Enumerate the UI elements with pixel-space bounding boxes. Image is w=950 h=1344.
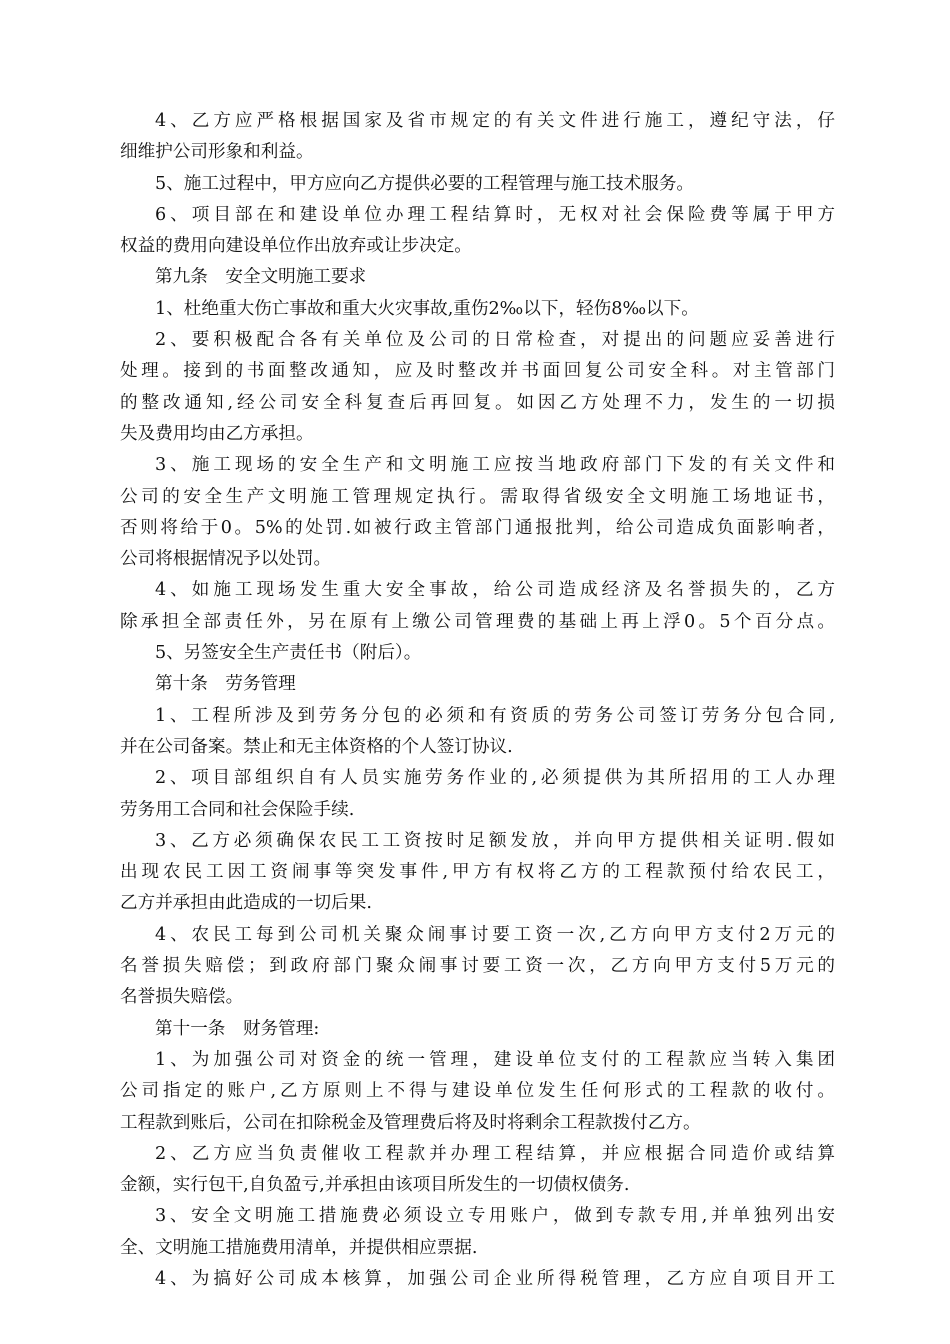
text-line: 劳务用工合同和社会保险手续. [120,799,355,820]
text-line: 处理。接到的书面整改通知，应及时整改并书面回复公司安全科。对主管部门 [120,361,835,382]
text-line: 5、施工过程中，甲方应向乙方提供必要的工程管理与施工技术服务。 [155,173,695,194]
text-line: 3、安全文明施工措施费必须设立专用账户，做到专款专用,并单独列出安 [155,1206,835,1227]
text-line: 细维护公司形象和利益。 [120,142,314,163]
text-line: 4、农民工每到公司机关聚众闹事讨要工资一次,乙方向甲方支付2万元的 [155,924,835,945]
text-line: 公司将根据情况予以处罚。 [120,549,332,570]
text-line: 否则将给于0。5%的处罚.如被行政主管部门通报批判，给公司造成负面影响者， [120,517,835,538]
text-line: 金额，实行包干,自负盈亏,并承担由该项目所发生的一切债权债务. [120,1175,630,1196]
document-body [120,106,835,1295]
text-line: 2、乙方应当负责催收工程款并办理工程结算，并应根据合同造价或结算 [155,1143,835,1164]
text-line: 并在公司备案。禁止和无主体资格的个人签订协议. [120,736,513,757]
text-line: 的整改通知,经公司安全科复查后再回复。如因乙方处理不力，发生的一切损 [120,392,835,413]
text-line: 工程款到账后，公司在扣除税金及管理费后将及时将剩余工程款拨付乙方。 [120,1112,701,1133]
text-line: 1、杜绝重大伤亡事故和重大火灾事故,重伤2‰以下，轻伤8‰以下。 [155,298,699,319]
text-line: 公司的安全生产文明施工管理规定执行。需取得省级安全文明施工场地证书， [120,486,835,507]
text-line: 权益的费用向建设单位作出放弃或让步决定。 [120,236,472,257]
text-line: 第九条 安全文明施工要求 [155,267,367,288]
text-line: 6、项目部在和建设单位办理工程结算时，无权对社会保险费等属于甲方 [155,204,835,225]
text-line: 出现农民工因工资闹事等突发事件,甲方有权将乙方的工程款预付给农民工， [120,862,835,883]
text-line: 失及费用均由乙方承担。 [120,423,314,444]
text-line: 公司指定的账户,乙方原则上不得与建设单位发生任何形式的工程款的收付。 [120,1081,835,1102]
text-line: 除承担全部责任外，另在原有上缴公司管理费的基础上再上浮0。5个百分点。 [120,611,835,632]
text-line: 4、为搞好公司成本核算，加强公司企业所得税管理，乙方应自项目开工 [155,1268,835,1289]
text-line: 全、文明施工措施费用清单，并提供相应票据. [120,1237,478,1258]
text-line: 第十条 劳务管理 [155,674,296,695]
text-line: 3、乙方必须确保农民工工资按时足额发放，并向甲方提供相关证明.假如 [155,830,835,851]
text-line: 1、工程所涉及到劳务分包的必须和有资质的劳务公司签订劳务分包合同, [155,705,835,726]
text-line: 4、如施工现场发生重大安全事故，给公司造成经济及名誉损失的，乙方 [155,580,835,601]
text-line: 3、施工现场的安全生产和文明施工应按当地政府部门下发的有关文件和 [155,455,835,476]
text-line: 名誉损失赔偿。 [120,987,244,1008]
text-line: 2、要积极配合各有关单位及公司的日常检查，对提出的问题应妥善进行 [155,330,835,351]
text-line: 5、另签安全生产责任书（附后）。 [155,643,422,664]
text-line: 2、项目部组织自有人员实施劳务作业的,必须提供为其所招用的工人办理 [155,768,835,789]
text-line: 乙方并承担由此造成的一切后果. [120,893,372,914]
text-line: 1、为加强公司对资金的统一管理，建设单位支付的工程款应当转入集团 [155,1049,835,1070]
text-line: 4、乙方应严格根据国家及省市规定的有关文件进行施工，遵纪守法，仔 [155,111,835,131]
text-line: 第十一条 财务管理: [155,1018,320,1039]
text-line: 名誉损失赔偿；到政府部门聚众闹事讨要工资一次，乙方向甲方支付5万元的 [120,956,835,977]
